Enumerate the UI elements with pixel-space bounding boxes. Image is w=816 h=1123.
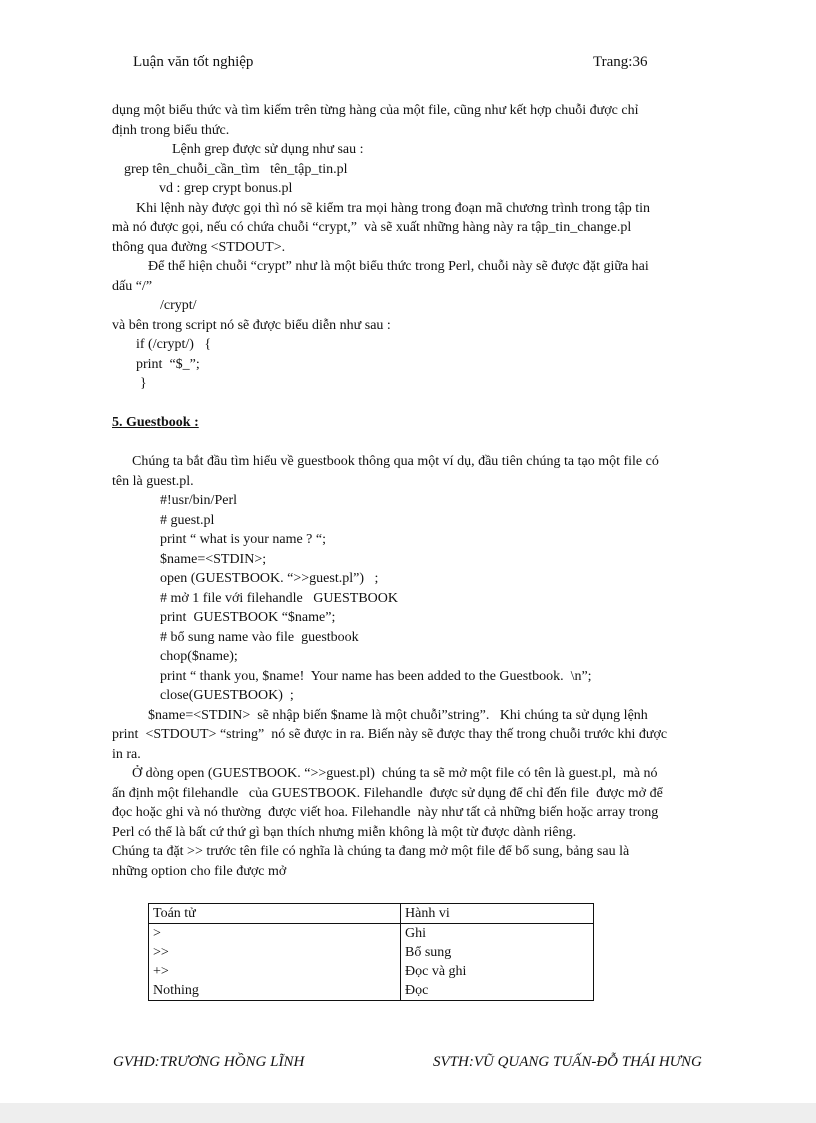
table-row <box>149 943 594 962</box>
footer-students: SVTH:VŨ QUANG TUẤN-ĐỖ THÁI HƯNG <box>433 1054 702 1070</box>
paragraph-line: thông qua đường <STDOUT>. <box>112 239 286 255</box>
paragraph-line: Perl có thể là bất cứ thứ gì bạn thích nhưng miễn không là một từ được dành riêng. <box>112 824 577 840</box>
paragraph-line: in ra. <box>112 746 141 762</box>
paragraph-line: Để thể hiện chuỗi “crypt” như là một biểu thức trong Perl, chuỗi này sẽ được đặt giữa hai <box>148 259 649 274</box>
code-line: # guest.pl <box>160 512 215 528</box>
table-cell: Bổ sung <box>401 943 594 962</box>
table-header-row <box>149 904 594 924</box>
code-line: open (GUESTBOOK. “>>guest.pl”) ; <box>160 571 379 586</box>
code-line: print “ thank you, $name! Your name has been added to the Guestbook. \n”; <box>160 668 592 684</box>
header-title: Luận văn tốt nghiệp <box>133 54 254 70</box>
page-number: Trang:36 <box>593 54 648 70</box>
table-cell: >> <box>149 943 401 962</box>
column-header: Hành vi <box>401 904 594 924</box>
column-header: Toán tử <box>149 904 401 924</box>
code-line: # mở 1 file với filehandle GUESTBOOK <box>160 590 398 606</box>
table-cell: Nothing <box>149 981 401 1001</box>
grep-syntax: grep tên_chuỗi_cần_tìm tên_tập_tin.pl <box>124 161 348 177</box>
table-row <box>149 962 594 981</box>
paragraph-line: những option cho file được mở <box>112 863 287 879</box>
code-line: print “ what is your name ? “; <box>160 532 327 547</box>
code-line: close(GUESTBOOK) ; <box>160 688 294 703</box>
paragraph-line: Khi lệnh này được gọi thì nó sẽ kiểm tra mọi hàng trong đoạn mã chương trình trong tập tin <box>136 200 651 216</box>
script-line: } <box>140 376 147 391</box>
section-heading: 5. Guestbook : <box>112 415 199 430</box>
table-cell: Ghi <box>401 924 594 944</box>
table-cell: Đọc <box>401 981 594 1001</box>
code-line: $name=<STDIN>; <box>160 551 267 567</box>
table-row <box>149 924 594 944</box>
paragraph-line: tên là guest.pl. <box>112 473 194 489</box>
operator-table <box>148 903 594 1001</box>
paragraph-line: Ở dòng open (GUESTBOOK. “>>guest.pl) chúng ta sẽ mở một file có tên là guest.pl, mà nó <box>132 766 658 781</box>
regex-example: /crypt/ <box>160 298 197 313</box>
paragraph-line: định trong biểu thức. <box>112 122 230 138</box>
page-content <box>112 101 742 881</box>
paragraph-line: $name=<STDIN> sẽ nhập biến $name là một chuỗi”string”. Khi chúng ta sử dụng lệnh <box>148 707 648 723</box>
paragraph-line: đọc hoặc ghi và nó thường được viết hoa. Filehandle này như tất cả những biến hoặc array trong <box>112 805 659 820</box>
script-line: if (/crypt/) { <box>136 337 212 352</box>
grep-example: vd : grep crypt bonus.pl <box>159 181 293 196</box>
table-cell: > <box>149 924 401 944</box>
footer-advisor: GVHD:TRƯƠNG HỒNG LĨNH <box>113 1054 305 1070</box>
code-line: print GUESTBOOK “$name”; <box>160 610 336 625</box>
paragraph-line: print <STDOUT> “string” nó sẽ được in ra. Biến này sẽ được thay thế trong chuỗi trước khi được <box>112 727 668 742</box>
paragraph-line: Chúng ta đặt >> trước tên file có nghĩa là chúng ta đang mở một file để bổ sung, bảng sau là <box>112 844 630 859</box>
paragraph-line: Chúng ta bắt đầu tìm hiểu về guestbook thông qua một ví dụ, đầu tiên chúng ta tạo một file có <box>132 454 659 469</box>
paragraph-line: dấu “/” <box>112 278 153 294</box>
paragraph-line: và bên trong script nó sẽ được biểu diễn như sau : <box>112 317 391 333</box>
table-cell: Đọc và ghi <box>401 962 594 981</box>
code-line: chop($name); <box>160 649 238 664</box>
grep-intro: Lệnh grep được sử dụng như sau : <box>172 142 364 157</box>
paragraph-line: ấn định một filehandle của GUESTBOOK. Filehandle được sử dụng để chỉ đến file được mở để <box>112 785 663 801</box>
page-bottom-strip <box>0 1103 816 1123</box>
paragraph-line: mà nó được gọi, nếu có chứa chuỗi “crypt,” và sẽ xuất những hàng này ra tập_tin_change.pl <box>112 220 632 235</box>
code-line: # bổ sung name vào file guestbook <box>160 629 359 645</box>
code-line: #!usr/bin/Perl <box>160 493 237 508</box>
script-line: print “$_”; <box>136 356 200 372</box>
paragraph-line: dụng một biểu thức và tìm kiếm trên từng hàng của một file, cũng như kết hợp chuỗi được chỉ <box>112 103 639 118</box>
table-row <box>149 981 594 1001</box>
table-cell: +> <box>149 962 401 981</box>
